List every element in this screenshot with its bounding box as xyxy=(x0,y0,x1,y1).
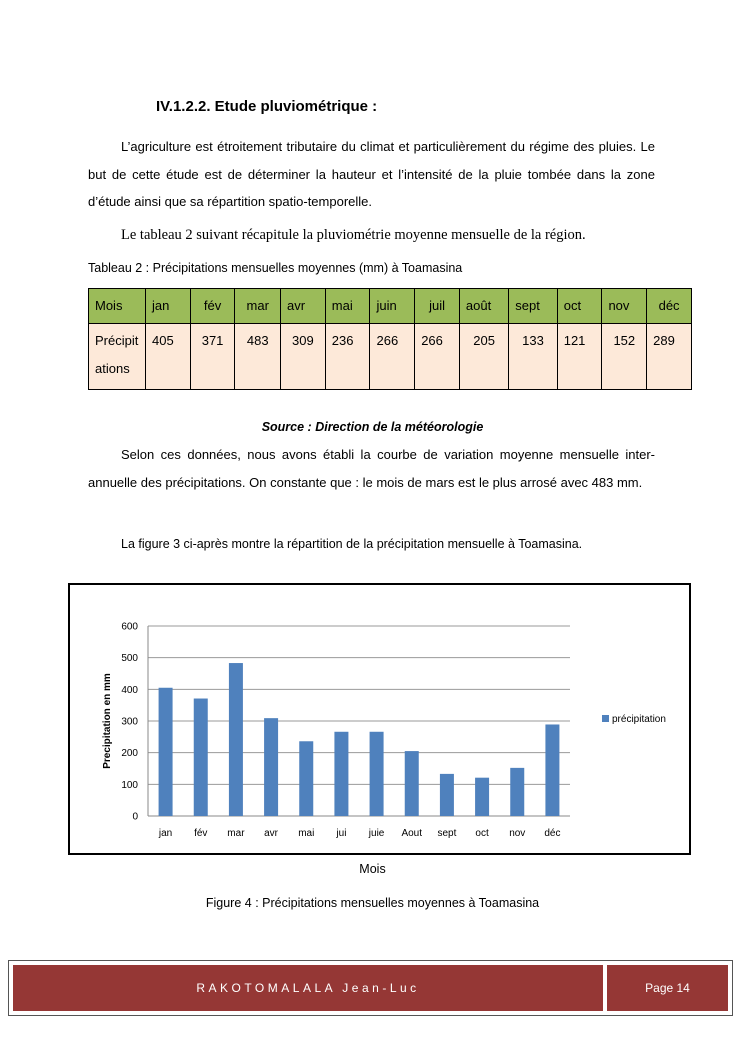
x-tick-label: déc xyxy=(544,828,561,839)
bar xyxy=(405,751,419,816)
chart-frame xyxy=(68,583,691,855)
precip-value: 266 xyxy=(415,324,460,390)
x-tick-label: mai xyxy=(298,828,315,839)
x-tick-label: sept xyxy=(437,828,457,839)
precip-value: 309 xyxy=(281,324,326,390)
table-source: Source : Direction de la météorologie xyxy=(261,420,484,434)
y-tick-label: 400 xyxy=(121,684,138,696)
precipitation-bar-chart xyxy=(70,585,689,853)
precip-value: 266 xyxy=(370,324,415,390)
month-header: sept xyxy=(509,289,557,324)
bar xyxy=(510,768,524,816)
bar xyxy=(440,774,454,816)
footer-page-number: Page 14 xyxy=(607,965,728,1011)
month-header: juil xyxy=(415,289,460,324)
y-tick-label: 200 xyxy=(121,748,138,760)
figure-intro-paragraph: La figure 3 ci-après montre la répartition de la précipitation mensuelle à Toamasina. xyxy=(121,537,583,551)
x-axis-title: Mois xyxy=(359,862,386,876)
section-heading: IV.1.2.2. Etude pluviométrique : xyxy=(156,98,378,115)
month-header: août xyxy=(459,289,508,324)
precipitation-table xyxy=(88,288,692,390)
bar xyxy=(264,718,278,816)
y-tick-label: 300 xyxy=(121,716,138,728)
precip-value: 371 xyxy=(190,324,235,390)
month-header: juin xyxy=(370,289,415,324)
footer-author: RAKOTOMALALA Jean-Luc xyxy=(13,965,603,1011)
table-data-row xyxy=(89,324,692,390)
precip-value: 483 xyxy=(235,324,281,390)
y-tick-label: 0 xyxy=(132,811,138,823)
precip-value: 133 xyxy=(509,324,557,390)
analysis-paragraph: Selon ces données, nous avons établi la courbe de variation moyenne mensuelle inter-annuelle des précipitations. On constante que : le mois de mars est le plus arrosé avec 483 mm. xyxy=(88,447,655,490)
y-tick-label: 500 xyxy=(121,653,138,665)
x-tick-label: oct xyxy=(475,828,489,839)
x-tick-label: avr xyxy=(264,828,279,839)
x-tick-label: jan xyxy=(158,828,173,839)
x-tick-label: juie xyxy=(368,828,385,839)
x-tick-label: nov xyxy=(509,828,526,839)
precip-value: 236 xyxy=(325,324,370,390)
table-caption: Tableau 2 : Précipitations mensuelles moyennes (mm) à Toamasina xyxy=(88,261,463,275)
table-header-row xyxy=(89,289,692,324)
table-row-label: Précipitations xyxy=(89,324,146,390)
bar xyxy=(370,732,384,816)
intro-paragraph: L’agriculture est étroitement tributaire du climat et particulièrement du régime des pluies. Le but de cette étude est de déterminer la hauteur et l’intensité de la pluie tombée dans la zone d’étude ainsi que sa répartition spatio-temporelle. xyxy=(88,139,655,209)
table-header-label: Mois xyxy=(89,289,146,324)
precip-value: 121 xyxy=(557,324,602,390)
month-header: déc xyxy=(647,289,692,324)
month-header: oct xyxy=(557,289,602,324)
x-tick-label: fév xyxy=(194,828,208,839)
precip-value: 405 xyxy=(146,324,191,390)
y-tick-label: 600 xyxy=(121,621,138,633)
month-header: mai xyxy=(325,289,370,324)
month-header: mar xyxy=(235,289,281,324)
precip-value: 205 xyxy=(459,324,508,390)
bar xyxy=(194,699,208,816)
bar xyxy=(545,724,559,816)
figure-caption: Figure 4 : Précipitations mensuelles moyennes à Toamasina xyxy=(205,896,540,910)
precip-value: 152 xyxy=(602,324,647,390)
x-tick-label: mar xyxy=(227,828,245,839)
month-header: avr xyxy=(281,289,326,324)
x-tick-label: jui xyxy=(336,828,347,839)
bar xyxy=(229,663,243,816)
bar xyxy=(299,741,313,816)
table-intro-paragraph: Le tableau 2 suivant récapitule la pluviométrie moyenne mensuelle de la région. xyxy=(121,227,586,243)
month-header: jan xyxy=(146,289,191,324)
precip-value: 289 xyxy=(647,324,692,390)
bar xyxy=(159,688,173,816)
month-header: nov xyxy=(602,289,647,324)
y-tick-label: 100 xyxy=(121,779,138,791)
bar xyxy=(475,778,489,816)
page-footer xyxy=(8,960,733,1016)
legend-label: précipitation xyxy=(612,714,666,725)
x-tick-label: Aout xyxy=(401,828,423,839)
month-header: fév xyxy=(190,289,235,324)
y-axis-title: Precipitation en mm xyxy=(102,673,113,769)
legend-swatch xyxy=(602,715,609,722)
bar xyxy=(334,732,348,816)
